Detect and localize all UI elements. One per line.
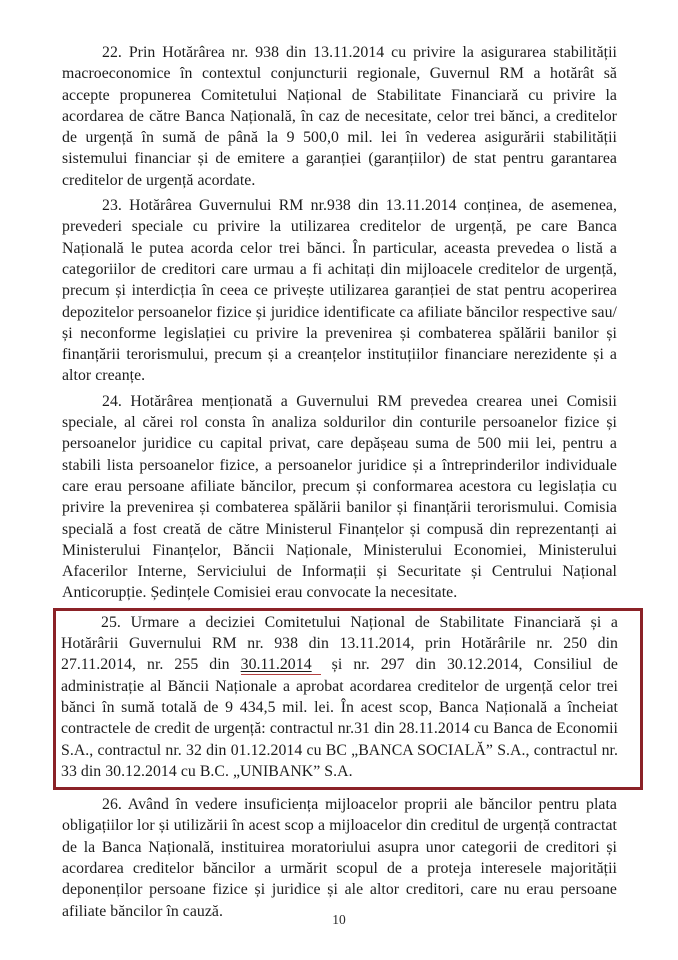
paragraph-24: 24. Hotărârea menționată a Guvernului RM prevedea crearea unei Comisii speciale, al cărei rol consta în analiza soldurilor din conturile persoanelor fizice și persoanelor juridice cu capital privat, care depășeau suma de 500 mii lei, pentru a stabili lista persoanelor fizice, a persoanelor juridice și a întreprinderilor individuale care erau persoane afiliate băncilor, precum și conformarea acestora cu legislația cu privire la prevenirea și combaterea spălării banilor și finanțării terorismului. Comisia specială a fost creată de către Ministerul Finanțelor și compusă din reprezentanți ai Ministerului Finanțelor, Băncii Naționale, Ministerului Economiei, Ministerului Afacerilor Interne, Serviciului de Informații și Securitate și Centrului Național Anticorupție. Ședințele Comisiei erau convocate la necesitate. [62,392,617,602]
paragraph-23: 23. Hotărârea Guvernului RM nr.938 din 13.11.2014 conținea, de asemenea, prevederi speciale cu privire la utilizarea creditelor de urgență, pe care Banca Națională le putea acorda celor trei bănci. În particular, aceasta prevedea o listă a categoriilor de creditori care urmau a fi achitați din mijloacele creditelor de urgență, precum și interdicția în ceea ce privește utilizarea garanției de stat pentru acoperirea depozitelor persoanelor fizice și juridice identificate ca afiliate băncilor respective sau/și neconforme legislației cu privire la prevenirea și combaterea spălării banilor și finanțării terorismului, precum și a creanțelor instituțiilor financiare nerezidente și a altor creanțe. [62,197,617,385]
document-body [62,42,617,926]
paragraph-25 [61,612,618,782]
underlined-date: 30.11.2014 [241,656,321,675]
paragraph-25-text-after: și nr. 297 din 30.12.2014, Consiliul de administrație al Băncii Naționale a aprobat acordarea creditelor de urgență celor trei bănci în sumă totală de 9 434,5 mil. lei. În acest scop, Banca Națională a încheiat contractele de credit de urgență: contractul nr.31 din 28.11.2014 cu Banca de Economii S.A., contractul nr. 32 din 01.12.2014 cu BC „BANCA SOCIALĂ” S.A., contractul nr. 33 din 30.12.2014 cu B.C. „UNIBANK” S.A. [61,656,618,780]
page-number: 10 [332,912,346,927]
paragraph-26: 26. Având în vedere insuficiența mijloacelor proprii ale băncilor pentru plata obligațiilor lor și utilizării în acest scop a mijloacelor din creditul de urgență contractat de la Banca Națională, instituirea moratoriului asupra unor categorii de creditori și acordarea creditelor băncilor a urmărit scopul de a proteja interesele majorității deponenților persoane fizice și juridice și ale altor creditori, care nu erau persoane afiliate băncilor în cauză. [62,796,617,920]
highlight-box [53,608,643,790]
paragraph-22: 22. Prin Hotărârea nr. 938 din 13.11.2014 cu privire la asigurarea stabilității macroeconomice în contextul conjuncturii regionale, Guvernul RM a hotărât să accepte propunerea Comitetului Național de Stabilitate Financiară cu privire la acordarea de către Banca Națională, în caz de necesitate, celor trei bănci, a creditelor de urgență în sumă de până la 9 500,0 mil. lei în vederea asigurării stabilității sistemului financiar și de emitere a garanției (garanțiilor) de stat pentru garantarea creditelor de urgență acordate. [62,44,617,189]
paragraph-25-text-before: 25. Urmare a deciziei Comitetului Național de Stabilitate Financiară și a Hotărârii Guvernului RM nr. 938 din 13.11.2014, prin Hotărârile nr. 250 din 27.11.2014, nr. 255 din [61,613,618,674]
